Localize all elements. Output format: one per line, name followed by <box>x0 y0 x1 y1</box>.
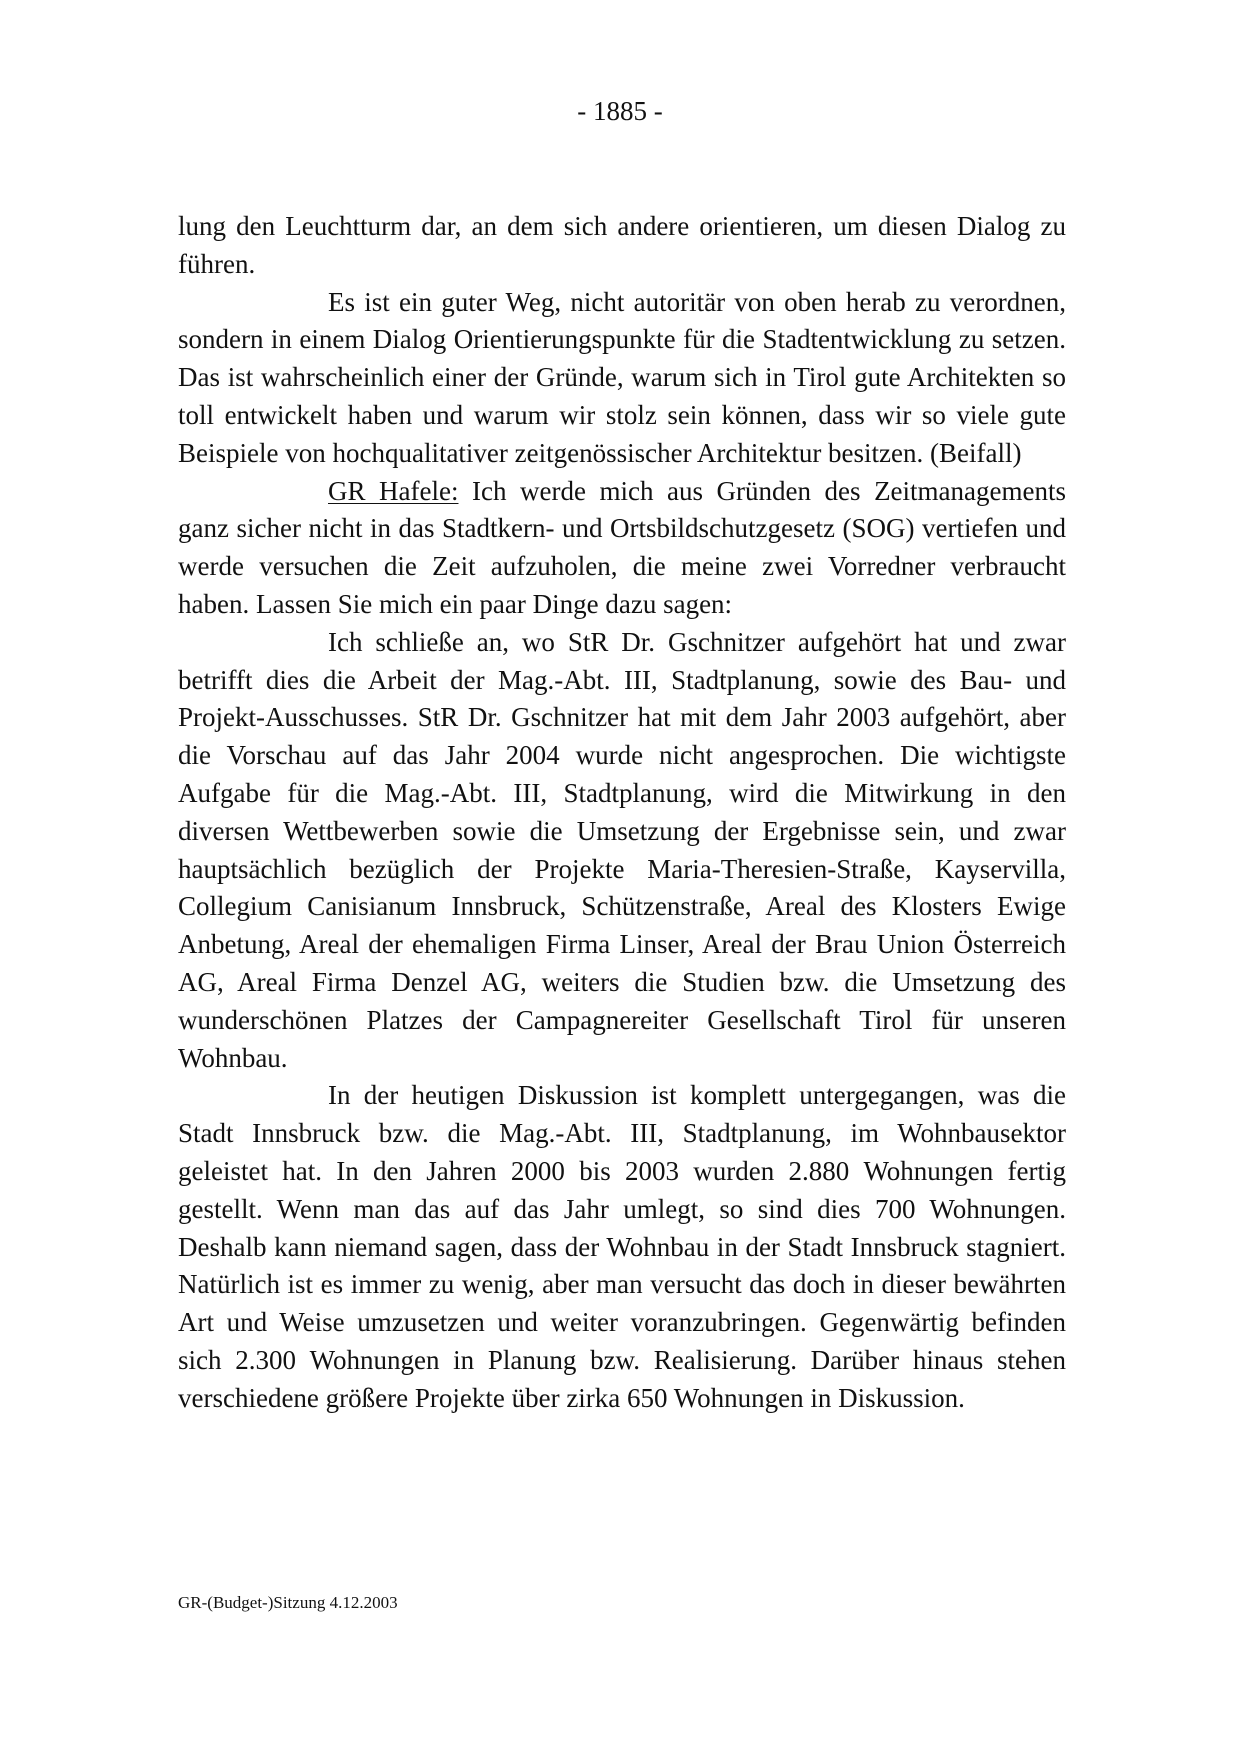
footer-session-label: GR-(Budget-)Sitzung 4.12.2003 <box>178 1593 398 1612</box>
paragraph-continuation: lung den Leuchtturm dar, an dem sich andere orientieren, um diesen Dialog zu führen. <box>178 211 1066 279</box>
paragraph-architecture-dialog: Es ist ein guter Weg, nicht autoritär von oben herab zu verordnen, sondern in einem Dialog Orientierungspunkte für die Stadtentwicklung zu setzen. Das ist wahrscheinlich einer der Gründe, warum sich in Tirol gute Architekten so toll entwickelt haben und warum wir stolz sein können, dass wir so viele gute Beispiele von hochqualitativer zeitgenössischer Architektur besitzen. (Beifall) <box>178 286 1066 468</box>
paragraph-housing-construction: In der heutigen Diskussion ist komplett untergegangen, was die Stadt Innsbruck bzw. die Mag.-Abt. III, Stadtplanung, im Wohnbausektor geleistet hat. In den Jahren 2000 bis 2003 wurden 2.880 Wohnungen fertig gestellt. Wenn man das auf das Jahr umlegt, so sind dies 700 Wohnungen. Deshalb kann niemand sagen, dass der Wohnbau in der Stadt Innsbruck stagniert. Natürlich ist es immer zu wenig, aber man versucht das doch in dieser bewährten Art und Weise umzusetzen und weiter voranzubringen. Gegenwärtig befinden sich 2.300 Wohnungen in Planung bzw. Realisierung. Darüber hinaus stehen verschiedene größere Projekte über zirka 650 Wohnungen in Diskussion. <box>178 1080 1066 1413</box>
speaker-name: GR Hafele: <box>328 475 459 506</box>
paragraph-speaker-hafele <box>178 473 1066 624</box>
speaker-statement: Ich werde mich aus Gründen des Zeitmanagements ganz sicher nicht in das Stadtkern- und Ortsbildschutzgesetz (SOG) vertiefen und werde versuchen die Zeit aufzuholen, die meine zwei Vorredner verbraucht haben. Lassen Sie mich ein paar Dinge dazu sagen: <box>178 475 1066 619</box>
page-number: - 1885 - <box>577 96 663 126</box>
body-text <box>178 208 1066 1418</box>
paragraph-urban-planning-projects: Ich schließe an, wo StR Dr. Gschnitzer aufgehört hat und zwar betrifft dies die Arbeit der Mag.-Abt. III, Stadtplanung, sowie des Bau- und Projekt-Ausschusses. StR Dr. Gschnitzer hat mit dem Jahr 2003 aufgehört, aber die Vorschau auf das Jahr 2004 wurde nicht angesprochen. Die wichtigste Aufgabe für die Mag.-Abt. III, Stadtplanung, wird die Mitwirkung in den diversen Wettbewerben sowie die Umsetzung der Ergebnisse sein, und zwar hauptsächlich bezüglich der Projekte Maria-Theresien-Straße, Kayservilla, Collegium Canisianum Innsbruck, Schützenstraße, Areal des Klosters Ewige Anbetung, Areal der ehemaligen Firma Linser, Areal der Brau Union Österreich AG, Areal Firma Denzel AG, weiters die Studien bzw. die Umsetzung des wunderschönen Platzes der Campagnereiter Gesellschaft Tirol für unseren Wohnbau. <box>178 626 1066 1073</box>
